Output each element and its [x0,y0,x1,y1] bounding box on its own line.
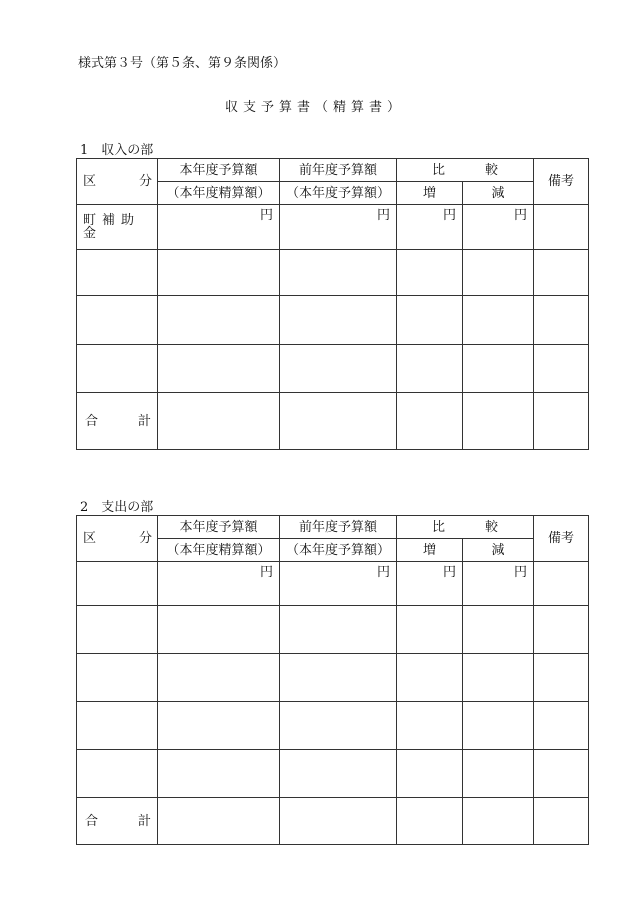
remarks-header: 備考 [534,516,589,562]
table-row [77,654,589,702]
comparison-header-a: 比 [431,162,445,178]
comparison-header-b: 較 [485,162,499,178]
unit-cell: 円 [463,562,534,606]
row-label [77,205,158,250]
table-row [77,750,589,798]
previous-budget-header: 前年度予算額 [280,516,397,539]
comparison-header [397,516,534,539]
unit-cell: 円 [397,205,463,250]
current-settlement-header: （本年度精算額） [158,182,280,205]
remarks-cell [534,205,589,250]
category-header-a: 区 [83,174,97,189]
unit-cell: 円 [158,205,280,250]
unit-cell: 円 [280,205,397,250]
category-header [77,159,158,205]
table-row [77,296,589,345]
total-label-b: 計 [137,813,151,829]
row-label-text: 町補助金 [83,213,141,241]
header-row [77,159,589,182]
expense-section-title: 2 支出の部 [80,500,154,515]
decrease-header: 減 [463,539,534,562]
comparison-header-a: 比 [431,519,445,535]
decrease-header: 減 [463,182,534,205]
category-header-b: 分 [138,174,152,189]
previous-paren-header: （本年度予算額） [280,182,397,205]
remarks-cell [534,562,589,606]
comparison-header-b: 較 [485,519,499,535]
table-row [77,205,589,250]
row-label [77,562,158,606]
comparison-header [397,159,534,182]
income-table [76,158,589,450]
total-label-b: 計 [137,413,151,429]
table-row [77,606,589,654]
total-label-a: 合 [85,413,99,429]
total-row [77,798,589,845]
table-row [77,250,589,296]
unit-cell: 円 [397,562,463,606]
unit-cell: 円 [158,562,280,606]
current-budget-header: 本年度予算額 [158,516,280,539]
document-title: 収支予算書（精算書） [224,100,405,115]
income-section-title: 1 収入の部 [80,143,154,158]
header-row [77,516,589,539]
expense-table [76,515,589,845]
previous-paren-header: （本年度予算額） [280,539,397,562]
table-row [77,562,589,606]
unit-cell: 円 [463,205,534,250]
table-row [77,345,589,393]
total-label [77,798,158,845]
increase-header: 増 [397,182,463,205]
unit-cell: 円 [280,562,397,606]
total-label-a: 合 [85,813,99,829]
category-header-a: 区 [83,531,97,546]
category-header-b: 分 [138,531,152,546]
current-budget-header: 本年度予算額 [158,159,280,182]
table-row [77,702,589,750]
remarks-header: 備考 [534,159,589,205]
increase-header: 増 [397,539,463,562]
category-header [77,516,158,562]
total-row [77,393,589,450]
previous-budget-header: 前年度予算額 [280,159,397,182]
form-number: 様式第３号（第５条、第９条関係） [78,56,287,71]
total-label [77,393,158,450]
current-settlement-header: （本年度精算額） [158,539,280,562]
